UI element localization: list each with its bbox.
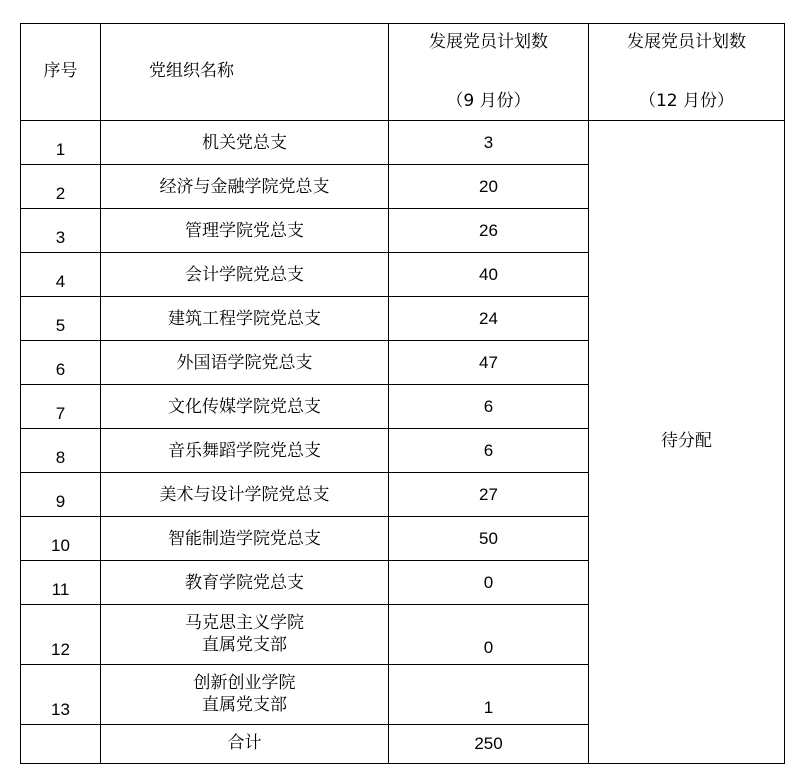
row-index: 8 [21, 429, 101, 473]
header-plan-september-month: （9 月份） [446, 90, 531, 111]
org-name: 智能制造学院党总支 [101, 517, 389, 561]
plan-count: 26 [389, 209, 589, 253]
row-index: 4 [21, 253, 101, 297]
row-index: 5 [21, 297, 101, 341]
row-index: 7 [21, 385, 101, 429]
row-index: 1 [21, 121, 101, 165]
table-row [21, 121, 785, 165]
plan-count: 47 [389, 341, 589, 385]
plan-count: 0 [389, 605, 589, 665]
row-index: 9 [21, 473, 101, 517]
org-name-line2: 直属党支部 [202, 694, 287, 715]
total-index [21, 725, 101, 764]
plan-count: 40 [389, 253, 589, 297]
org-name: 经济与金融学院党总支 [101, 165, 389, 209]
org-name: 建筑工程学院党总支 [101, 297, 389, 341]
total-count: 250 [389, 725, 589, 764]
org-name-line1: 创新创业学院 [193, 673, 296, 694]
table-header-row [21, 24, 785, 121]
plan-count: 1 [389, 665, 589, 725]
header-plan-december [589, 24, 785, 121]
org-name: 管理学院党总支 [101, 209, 389, 253]
plan-count: 3 [389, 121, 589, 165]
header-plan-december-month: （12 月份） [638, 90, 735, 111]
org-name [101, 605, 389, 665]
plan-count: 20 [389, 165, 589, 209]
header-plan-december-title: 发展党员计划数 [627, 32, 746, 52]
org-name: 美术与设计学院党总支 [101, 473, 389, 517]
row-index: 2 [21, 165, 101, 209]
plan-count: 6 [389, 429, 589, 473]
row-index: 10 [21, 517, 101, 561]
header-plan-september-title: 发展党员计划数 [429, 32, 548, 52]
row-index: 12 [21, 605, 101, 665]
header-org-name-label: 党组织名称 [149, 61, 234, 82]
row-index: 3 [21, 209, 101, 253]
org-name: 会计学院党总支 [101, 253, 389, 297]
header-index: 序号 [21, 24, 101, 121]
total-label: 合计 [101, 725, 389, 764]
december-plan-value: 待分配 [661, 431, 712, 452]
plan-count: 6 [389, 385, 589, 429]
org-name: 机关党总支 [101, 121, 389, 165]
row-index: 6 [21, 341, 101, 385]
org-name: 文化传媒学院党总支 [101, 385, 389, 429]
org-name-line2: 直属党支部 [202, 634, 287, 655]
header-org-name [101, 24, 389, 121]
party-member-plan-table [20, 23, 785, 764]
header-plan-september [389, 24, 589, 121]
plan-count: 50 [389, 517, 589, 561]
org-name: 外国语学院党总支 [101, 341, 389, 385]
row-index: 13 [21, 665, 101, 725]
row-index: 11 [21, 561, 101, 605]
plan-count: 0 [389, 561, 589, 605]
december-plan-cell [589, 121, 785, 764]
org-name: 教育学院党总支 [101, 561, 389, 605]
org-name-line1: 马克思主义学院 [185, 613, 304, 634]
plan-count: 27 [389, 473, 589, 517]
org-name [101, 665, 389, 725]
org-name: 音乐舞蹈学院党总支 [101, 429, 389, 473]
plan-count: 24 [389, 297, 589, 341]
